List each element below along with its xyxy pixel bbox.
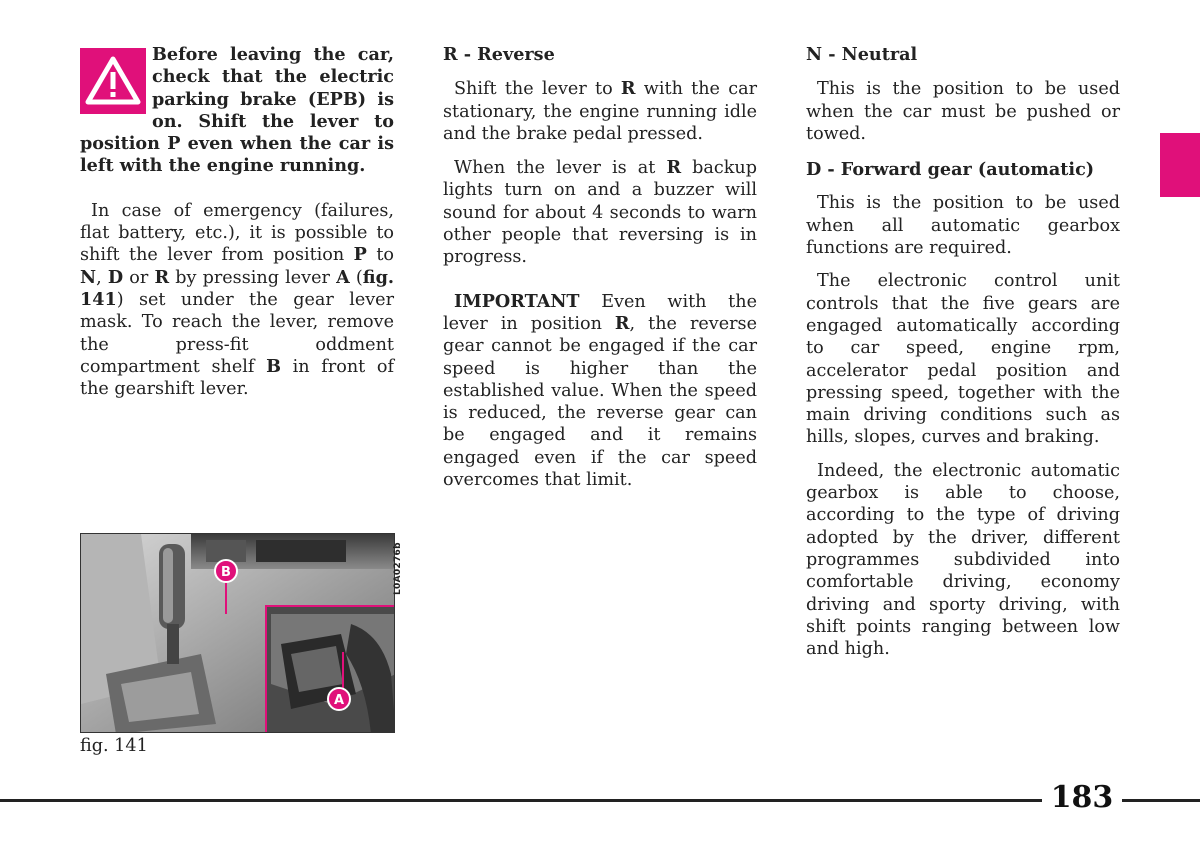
- column-3: [806, 44, 1120, 660]
- footer-rule-right: [1122, 799, 1200, 802]
- heading-reverse: R - Reverse: [443, 44, 555, 65]
- forward-paragraph-2: The electronic control unit controls that the five gears are engaged automatically according to car speed, engine rpm, accelerator pedal position and pressing speed, together with the main driving conditions such as hills, slopes, curves and braking.: [806, 271, 1120, 448]
- warning-text: Before leaving the car, check that the electric parking brake (EPB) is on. Shift the lever to position P even when the car is left with the engine running.: [80, 44, 394, 177]
- page-number: 183: [1050, 780, 1114, 815]
- warning-block: [80, 44, 394, 178]
- important-paragraph: IMPORTANT Even with the lever in position R, the reverse gear cannot be engaged if the car speed is higher than the established value. When the speed is reduced, the reverse gear can be engaged and it remains engaged even if the car speed overcomes that limit.: [443, 290, 757, 491]
- heading-forward-gear: D - Forward gear (automatic): [806, 159, 1095, 181]
- forward-paragraph-1: This is the position to be used when all automatic gearbox functions are required.: [806, 193, 1120, 259]
- neutral-paragraph: This is the position to be used when the car must be pushed or towed.: [806, 79, 1120, 144]
- emergency-paragraph: In case of emergency (failures, flat battery, etc.), it is possible to shift the lever from position P to N, D or R by pressing lever A (fig. 141) set under the gear lever mask. To reach the lever, remove the press-fit oddment compartment shelf B in front of the gearshift lever.: [80, 200, 394, 400]
- callout-b-label: B: [221, 565, 231, 580]
- section-tab: [1160, 133, 1200, 197]
- heading-neutral: N - Neutral: [806, 44, 918, 65]
- warning-triangle-icon: [80, 48, 146, 114]
- figure-code: L0A0276b: [393, 542, 403, 595]
- figure-caption: fig. 141: [80, 736, 148, 756]
- forward-paragraph-3: Indeed, the electronic automatic gearbox is able to choose, according to the type of driving adopted by the driver, different programmes subdivided into comfortable driving, economy driving and sporty driving, with shift points ranging between low and high.: [806, 460, 1120, 660]
- reverse-paragraph-2: When the lever is at R backup lights turn on and a buzzer will sound for about 4 seconds to warn other people that reversing is in progress.: [443, 157, 758, 268]
- column-1: [80, 44, 394, 400]
- reverse-paragraph-1: Shift the lever to R with the car stationary, the engine running idle and the brake pedal pressed.: [443, 78, 757, 144]
- callout-a-label: A: [333, 693, 345, 708]
- column-2: [443, 44, 757, 491]
- figure-gear-lever: [80, 533, 395, 733]
- footer-rule-left: [0, 799, 1042, 802]
